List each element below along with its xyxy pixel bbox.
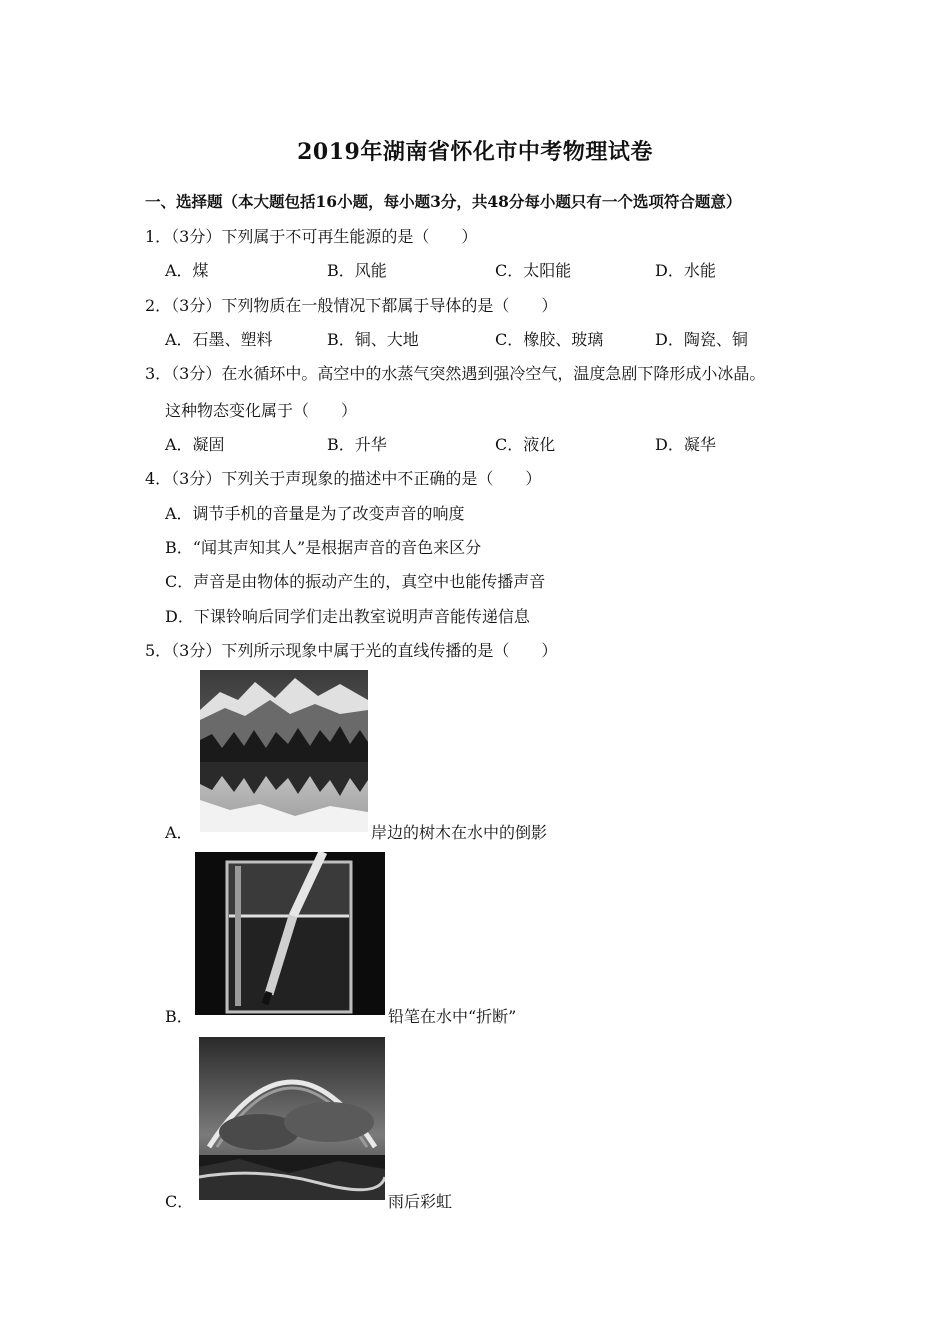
question-3-stem: 3．（3分）在水循环中。高空中的水蒸气突然遇到强冷空气，温度急剧下降形成小冰晶。: [145, 364, 766, 383]
option-b[interactable]: B．“闻其声知其人”是根据声音的音色来区分: [165, 538, 482, 557]
option-d[interactable]: D．凝华: [655, 435, 716, 454]
option-caption: 雨后彩虹: [388, 1192, 453, 1211]
option-b[interactable]: B．升华: [327, 435, 387, 454]
option-c[interactable]: C．声音是由物体的振动产生的，真空中也能传播声音: [165, 572, 546, 591]
option-a[interactable]: A．石墨、塑料: [165, 330, 273, 349]
option-d[interactable]: D．陶瓷、铜: [655, 330, 748, 349]
question-1-stem: 1．（3分）下列属于不可再生能源的是（ ）: [145, 227, 478, 246]
question-4-stem: 4．（3分）下列关于声现象的描述中不正确的是（ ）: [145, 469, 542, 488]
option-letter: C．: [165, 1192, 194, 1211]
option-c[interactable]: C．太阳能: [495, 261, 572, 280]
question-5-stem: 5．（3分）下列所示现象中属于光的直线传播的是（ ）: [145, 641, 558, 660]
option-c[interactable]: C．橡胶、玻璃: [495, 330, 604, 349]
option-b[interactable]: B．铜、大地: [327, 330, 419, 349]
question-2-stem: 2．（3分）下列物质在一般情况下都属于导体的是（ ）: [145, 296, 558, 315]
option-b[interactable]: B．风能: [327, 261, 387, 280]
option-caption: 岸边的树木在水中的倒影: [371, 823, 548, 842]
exam-title: 2019年湖南省怀化市中考物理试卷: [297, 139, 653, 165]
pencil-in-water-photo: [195, 852, 385, 1015]
option-d[interactable]: D．下课铃响后同学们走出教室说明声音能传递信息: [165, 607, 530, 626]
option-letter: A．: [165, 823, 193, 842]
lake-reflection-photo: [200, 670, 368, 832]
option-a[interactable]: A．煤: [165, 261, 209, 280]
option-caption: 铅笔在水中“折断”: [388, 1007, 517, 1026]
option-a[interactable]: A．调节手机的音量是为了改变声音的响度: [165, 504, 465, 523]
option-c[interactable]: C．液化: [495, 435, 556, 454]
option-letter: B．: [165, 1007, 193, 1026]
section-heading: 一、选择题（本大题包括16小题，每小题3分，共48分每小题只有一个选项符合题意）: [145, 192, 742, 211]
option-a[interactable]: A．凝固: [165, 435, 225, 454]
rainbow-photo: [199, 1037, 385, 1200]
question-3-stem-continued: 这种物态变化属于（ ）: [165, 401, 358, 420]
option-d[interactable]: D．水能: [655, 261, 716, 280]
